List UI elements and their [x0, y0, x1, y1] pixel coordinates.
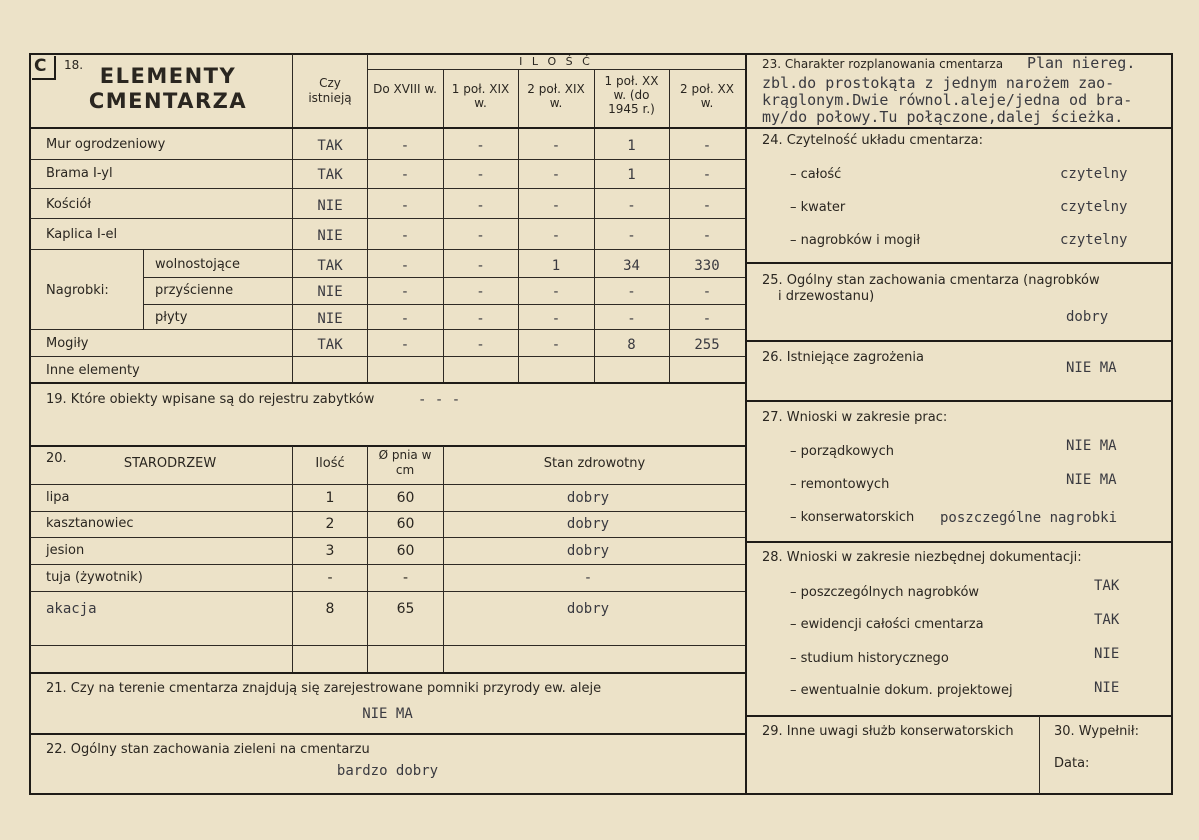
s24-label: 24. Czytelność układu cmentarza:: [762, 133, 984, 148]
row-value: -: [551, 198, 561, 214]
s27-label: 27. Wnioski w zakresie prac:: [762, 410, 948, 425]
row-value: -: [551, 284, 561, 300]
s28-label: 28. Wnioski w zakresie niezbędnej dokumentacji:: [762, 550, 1082, 565]
s20-col-state: Stan zdrowotny: [543, 456, 646, 471]
row-value: -: [551, 311, 561, 327]
tree-qty: 2: [325, 516, 335, 532]
tree-diam: 60: [396, 490, 415, 506]
row-label: przyścienne: [155, 283, 234, 298]
tree-state: dobry: [566, 543, 610, 559]
row-value: -: [400, 138, 410, 154]
row-value: 1: [551, 258, 561, 274]
s20-number: 20.: [46, 451, 67, 466]
row-value: -: [627, 311, 636, 327]
section-letter: C: [34, 56, 47, 76]
s26-value: NIE MA: [1066, 360, 1117, 376]
doc-item-label: – ewentualnie dokum. projektowej: [790, 683, 1013, 698]
row-value: -: [476, 198, 485, 214]
tree-diam: 60: [396, 516, 415, 532]
s30-label: 30. Wypełnił:: [1054, 724, 1139, 739]
row-value: -: [476, 311, 485, 327]
row-value: -: [476, 228, 485, 244]
s19-label: 19. Które obiekty wpisane są do rejestru zabytków: [46, 392, 375, 407]
row-label: Brama I-yl: [46, 166, 113, 181]
row-value: -: [400, 284, 410, 300]
row-value: -: [702, 138, 712, 154]
section-18-title: [68, 64, 268, 114]
legibility-item-label: – całość: [790, 167, 842, 182]
tree-state: dobry: [566, 490, 610, 506]
row-value: -: [702, 167, 712, 183]
row-label: Kaplica I-el: [46, 227, 118, 242]
work-item-value: NIE MA: [1066, 438, 1117, 454]
row-value: -: [400, 167, 410, 183]
legibility-item-value: czytelny: [1060, 232, 1128, 248]
legibility-item-label: – nagrobków i mogił: [790, 233, 921, 248]
doc-item-value: TAK: [1094, 612, 1120, 628]
title-line-2: CMENTARZA: [88, 89, 248, 113]
tree-name: tuja (żywotnik): [46, 570, 143, 585]
s25-label-1: 25. Ogólny stan zachowania cmentarza (nagrobków: [762, 273, 1100, 288]
row-exists: TAK: [317, 138, 343, 154]
row-label: płyty: [155, 310, 188, 325]
row-value: -: [400, 311, 410, 327]
tree-name: akacja: [46, 601, 97, 617]
row-label: Mogiły: [46, 336, 89, 351]
row-exists: TAK: [317, 258, 343, 274]
s23-line-3: krąglonym.Dwie równol.aleje/jedna od bra-: [762, 91, 1133, 109]
s25-label-2: i drzewostanu): [778, 289, 875, 304]
period-header: 1 poł. XIX w.: [451, 82, 510, 110]
row-label: wolnostojące: [155, 257, 240, 272]
row-label: Inne elementy: [46, 363, 140, 378]
doc-item-label: – ewidencji całości cmentarza: [790, 617, 984, 632]
tree-diam: -: [402, 570, 409, 586]
tree-name: jesion: [46, 543, 85, 558]
s26-label: 26. Istniejące zagrożenia: [762, 350, 924, 365]
row-value: 1: [627, 138, 636, 154]
row-value: -: [476, 167, 485, 183]
s23-line-2: zbl.do prostokąta z jednym narożem zao-: [762, 74, 1115, 92]
row-value: -: [702, 311, 712, 327]
row-value: -: [702, 228, 712, 244]
row-value: -: [627, 284, 636, 300]
row-value: 1: [627, 167, 636, 183]
s20-col-qty: Ilość: [315, 456, 345, 471]
row-value: -: [400, 228, 410, 244]
section-18-number: 18.: [64, 58, 84, 72]
doc-item-value: NIE: [1094, 680, 1120, 696]
row-exists: TAK: [317, 337, 343, 353]
nagrobki-group-label: Nagrobki:: [46, 283, 109, 298]
tree-state: -: [583, 570, 593, 586]
row-value: 34: [623, 258, 640, 274]
s30-date-label: Data:: [1054, 756, 1090, 771]
tree-state: dobry: [566, 601, 610, 617]
doc-item-label: – poszczególnych nagrobków: [790, 585, 980, 600]
row-value: -: [702, 198, 712, 214]
work-item-label: – remontowych: [790, 477, 890, 492]
period-header: 2 poł. XX w.: [680, 82, 734, 110]
period-header: 2 poł. XIX w.: [527, 82, 585, 110]
row-value: -: [476, 138, 485, 154]
row-value: -: [551, 337, 561, 353]
tree-qty: 3: [325, 543, 335, 559]
row-exists: NIE: [317, 311, 343, 327]
period-header: Do XVIII w.: [373, 82, 437, 96]
row-exists: NIE: [317, 284, 343, 300]
doc-item-label: – studium historycznego: [790, 651, 949, 666]
s21-label: 21. Czy na terenie cmentarza znajdują się zarejestrowane pomniki przyrody ew. aleje: [46, 681, 602, 696]
row-value: -: [551, 138, 561, 154]
row-label: Kościół: [46, 197, 92, 212]
title-line-1: ELEMENTY: [99, 64, 237, 88]
row-exists: NIE: [317, 228, 343, 244]
row-value: -: [702, 284, 712, 300]
s20-col-diam: Ø pnia w cm: [378, 448, 432, 477]
s23-line-1: Plan niereg.: [1027, 54, 1136, 72]
row-exists: TAK: [317, 167, 343, 183]
s20-title: STARODRZEW: [123, 456, 217, 471]
tree-qty: 1: [325, 490, 335, 506]
tree-diam: 65: [396, 601, 415, 617]
tree-qty: 8: [325, 601, 335, 617]
tree-qty: -: [327, 570, 333, 586]
work-item-value: poszczególne nagrobki: [940, 510, 1118, 526]
work-item-label: – konserwatorskich: [790, 510, 915, 525]
row-value: -: [400, 198, 410, 214]
doc-item-value: NIE: [1094, 646, 1120, 662]
legibility-item-label: – kwater: [790, 200, 846, 215]
legibility-item-value: czytelny: [1060, 166, 1128, 182]
row-value: -: [551, 228, 561, 244]
tree-state: dobry: [566, 516, 610, 532]
period-header: 1 poł. XX w. (do 1945 r.): [604, 74, 659, 116]
row-label: Mur ogrodzeniowy: [46, 137, 166, 152]
work-item-label: – porządkowych: [790, 444, 894, 459]
row-value: -: [551, 167, 561, 183]
tree-name: lipa: [46, 490, 70, 505]
col-qty-header: I L O Ś Ć: [519, 55, 593, 68]
tree-name: kasztanowiec: [46, 516, 134, 531]
row-value: -: [627, 228, 636, 244]
row-value: 8: [627, 337, 636, 353]
row-value: -: [627, 198, 636, 214]
s23-line-4: my/do połowy.Tu połączone,dalej ścieżka.: [762, 108, 1124, 126]
s25-value: dobry: [1066, 309, 1109, 325]
row-value: -: [476, 284, 485, 300]
row-value: -: [476, 337, 485, 353]
doc-item-value: TAK: [1094, 578, 1120, 594]
s29-label: 29. Inne uwagi służb konserwatorskich: [762, 724, 1014, 739]
s22-label: 22. Ogólny stan zachowania zieleni na cmentarzu: [46, 742, 370, 757]
row-value: 330: [694, 258, 720, 274]
s19-value: - - -: [418, 392, 461, 408]
tree-diam: 60: [396, 543, 415, 559]
s22-value: bardzo dobry: [336, 763, 439, 779]
col-exists-header: Czy istnieją: [308, 76, 352, 105]
row-value: -: [400, 337, 410, 353]
legibility-item-value: czytelny: [1060, 199, 1128, 215]
row-value: -: [476, 258, 485, 274]
s23-label: 23. Charakter rozplanowania cmentarza: [762, 57, 1004, 71]
row-value: 255: [694, 337, 720, 353]
row-exists: NIE: [317, 198, 343, 214]
row-value: -: [400, 258, 410, 274]
work-item-value: NIE MA: [1066, 472, 1117, 488]
s21-value: NIE MA: [362, 706, 413, 722]
